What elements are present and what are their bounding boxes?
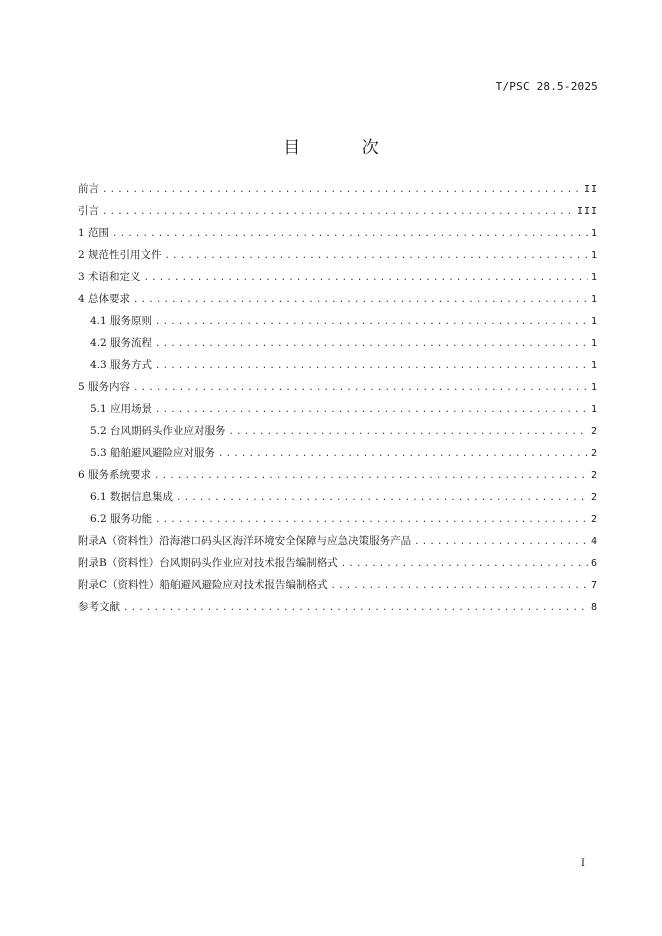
toc-leader-dots: [102, 207, 574, 217]
toc-entry-label: 6.2 服务功能: [90, 513, 153, 525]
toc-entry-label: 5.2 台风期码头作业应对服务: [90, 425, 226, 437]
toc-entry-label: 附录C（资料性）船舶避风避险应对技术报告编制格式: [78, 579, 328, 591]
toc-leader-dots: [144, 273, 588, 283]
toc-entry[interactable]: [78, 181, 598, 203]
toc-entry-page: 7: [590, 580, 598, 591]
toc-entry[interactable]: [78, 247, 598, 269]
toc-entry[interactable]: [78, 225, 598, 247]
toc-entry[interactable]: [78, 269, 598, 291]
toc-leader-dots: [112, 229, 588, 239]
toc-entry[interactable]: [78, 555, 598, 577]
toc-entry-page: II: [583, 184, 598, 195]
toc-entry[interactable]: [78, 599, 598, 621]
toc-entry[interactable]: [78, 577, 598, 599]
toc-entry-page: 1: [590, 382, 598, 393]
toc-entry-page: 2: [590, 448, 598, 459]
toc-entry-page: 2: [590, 492, 598, 503]
toc-entry-page: 6: [590, 558, 598, 569]
toc-entry[interactable]: [78, 445, 598, 467]
toc-entry[interactable]: [78, 511, 598, 533]
toc-leader-dots: [133, 383, 588, 393]
toc-entry-page: 2: [590, 426, 598, 437]
toc-entry-label: 5.3 船舶避风避险应对服务: [90, 447, 216, 459]
toc-leader-dots: [414, 537, 588, 547]
toc-entry-label: 参考文献: [78, 601, 120, 613]
page-number: I: [581, 858, 585, 869]
toc-entry[interactable]: [78, 423, 598, 445]
toc-entry-label: 6.1 数据信息集成: [90, 491, 174, 503]
toc-entry-page: 2: [590, 470, 598, 481]
toc-leader-dots: [133, 295, 588, 305]
toc-entry[interactable]: [78, 313, 598, 335]
toc-leader-dots: [155, 317, 588, 327]
toc-leader-dots: [176, 493, 588, 503]
toc-leader-dots: [331, 581, 588, 591]
toc-entry-label: 3 术语和定义: [78, 271, 141, 283]
toc-entry-label: 引言: [78, 205, 99, 217]
toc-leader-dots: [341, 559, 588, 569]
toc-entry[interactable]: [78, 489, 598, 511]
toc-entry-label: 5.1 应用场景: [90, 403, 153, 415]
toc-leader-dots: [155, 405, 588, 415]
toc-entry-page: 1: [590, 338, 598, 349]
toc-entry[interactable]: [78, 467, 598, 489]
toc-entry-page: 1: [590, 404, 598, 415]
toc-entry-label: 5 服务内容: [78, 381, 131, 393]
toc-entry-page: 2: [590, 514, 598, 525]
toc-entry-label: 2 规范性引用文件: [78, 249, 162, 261]
toc-entry-label: 1 范围: [78, 227, 110, 239]
toc-leader-dots: [154, 471, 588, 481]
toc-leader-dots: [229, 427, 588, 437]
toc-leader-dots: [123, 603, 588, 613]
toc-entry-page: 4: [590, 536, 598, 547]
toc-entry-label: 4.2 服务流程: [90, 337, 153, 349]
toc-leader-dots: [155, 361, 588, 371]
toc-entry-label: 前言: [78, 183, 99, 195]
page-title: 目 次: [283, 138, 407, 158]
document-code: T/PSC 28.5-2025: [495, 80, 598, 93]
toc-entry-label: 4.3 服务方式: [90, 359, 153, 371]
toc-entry-page: 1: [590, 360, 598, 371]
toc-entry-page: 8: [590, 602, 598, 613]
table-of-contents: [78, 181, 598, 621]
toc-entry-page: 1: [590, 316, 598, 327]
toc-leader-dots: [102, 185, 581, 195]
toc-leader-dots: [218, 449, 588, 459]
toc-entry[interactable]: [78, 357, 598, 379]
toc-entry-label: 附录B（资料性）台风期码头作业应对技术报告编制格式: [78, 557, 338, 569]
toc-entry[interactable]: [78, 533, 598, 555]
toc-entry-label: 附录A（资料性）沿海港口码头区海洋环境安全保障与应急决策服务产品: [78, 535, 412, 547]
toc-entry[interactable]: [78, 203, 598, 225]
toc-entry[interactable]: [78, 379, 598, 401]
toc-entry[interactable]: [78, 335, 598, 357]
toc-leader-dots: [155, 339, 588, 349]
toc-entry[interactable]: [78, 291, 598, 313]
toc-leader-dots: [155, 515, 588, 525]
toc-entry-label: 4 总体要求: [78, 293, 131, 305]
toc-entry-page: 1: [590, 228, 598, 239]
toc-entry-label: 4.1 服务原则: [90, 315, 153, 327]
toc-entry-page: III: [576, 206, 598, 217]
toc-entry-page: 1: [590, 272, 598, 283]
toc-entry-page: 1: [590, 250, 598, 261]
toc-entry-page: 1: [590, 294, 598, 305]
toc-entry-label: 6 服务系统要求: [78, 469, 152, 481]
toc-entry[interactable]: [78, 401, 598, 423]
toc-leader-dots: [165, 251, 588, 261]
